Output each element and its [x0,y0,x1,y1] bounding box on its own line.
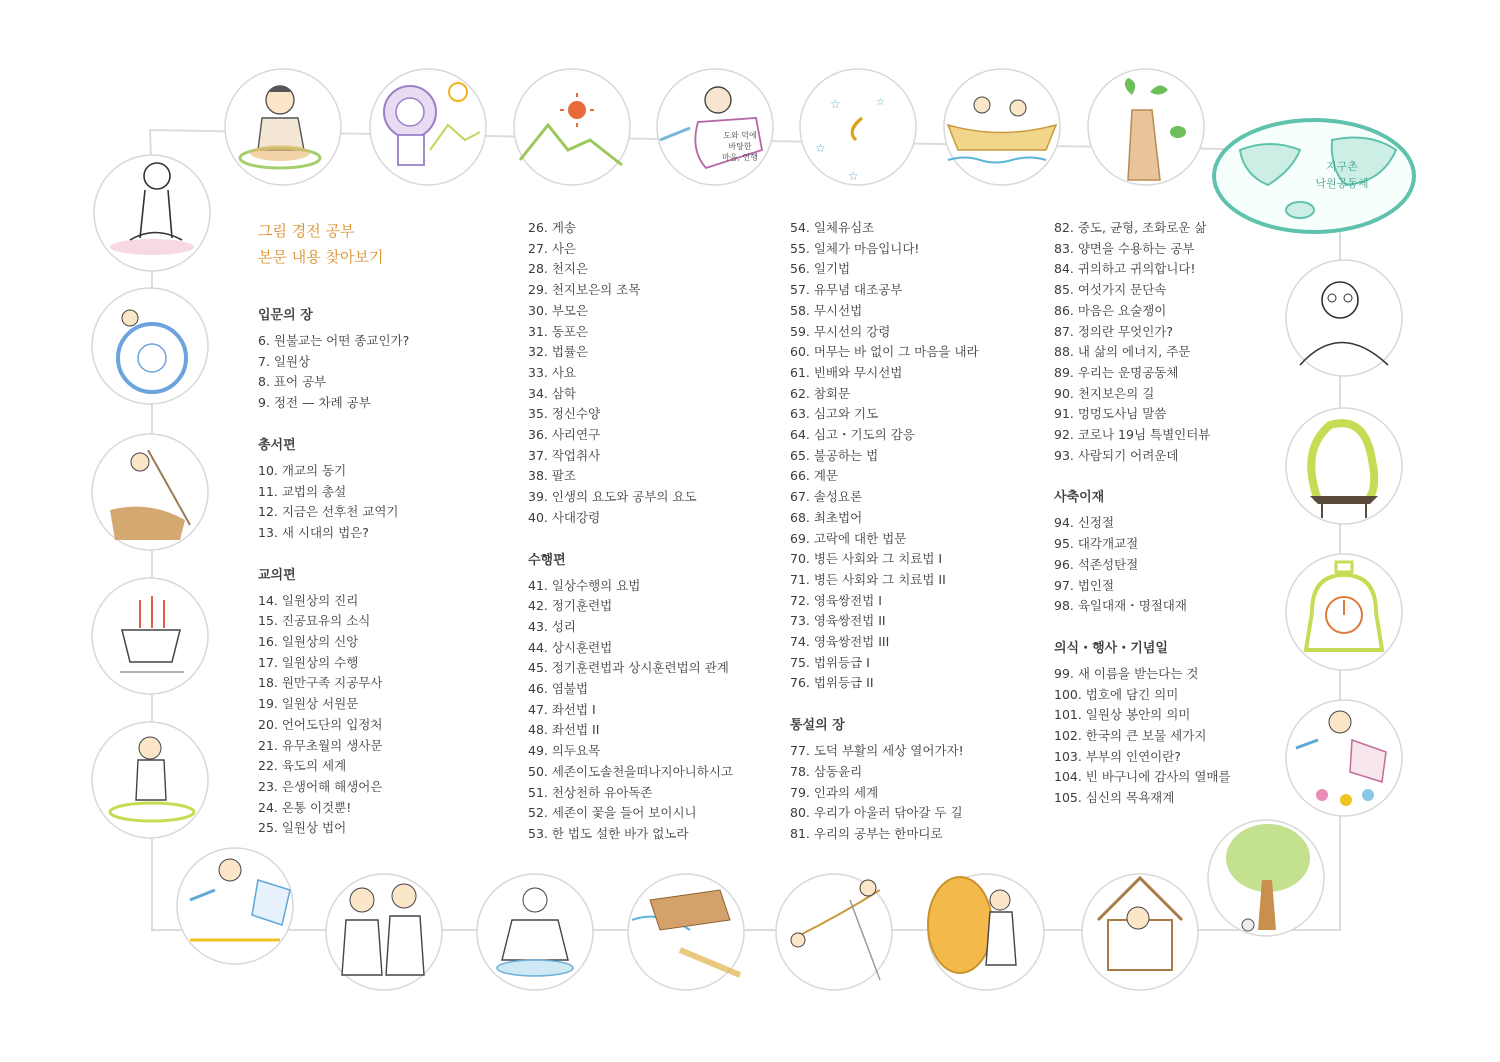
toc-entry: 38. 팔조 [528,468,577,484]
toc-column-1 [258,304,409,839]
toc-entry: 41. 일상수행의 요법 [528,577,641,593]
toc-entry: 28. 천지은 [528,261,589,277]
toc-entry: 89. 우리는 운명공동체 [1054,364,1179,380]
svg-text:☆: ☆ [830,97,841,111]
toc-entry: 19. 일원상 서원문 [258,696,359,712]
circle-boy-meditating [92,722,208,838]
toc-entry: 14. 일원상의 진리 [258,592,359,608]
toc-entry: 43. 성리 [528,618,577,634]
toc-entry: 73. 영육쌍전법 II [790,613,886,629]
toc-entry: 52. 세존이 꽃을 들어 보이시니 [528,805,697,821]
toc-column-2 [528,218,733,845]
title-line-1: 그림 경전 공부 [258,222,355,240]
toc-entry: 58. 무시선법 [790,302,863,318]
toc-entry: 6. 원불교는 어떤 종교인가? [258,333,410,348]
circle-old-man-portrait [1286,260,1402,376]
map-label-1: 지구촌 [1326,160,1358,173]
toc-entry: 99. 새 이름을 받는다는 것 [1054,665,1199,681]
toc-entry: 72. 영육쌍전법 I [790,592,882,608]
toc-entry: 45. 정기훈련법과 상시훈련법의 관계 [528,660,729,676]
toc-entry: 88. 내 삶의 에너지, 주문 [1054,344,1191,360]
toc-entry: 102. 한국의 큰 보물 세가지 [1054,728,1207,744]
toc-entry: 44. 상시훈련법 [528,639,613,655]
toc-entry: 62. 참회문 [790,385,851,401]
circle-house-boy [1082,874,1198,990]
title-line-2: 본문 내용 찾아보기 [258,248,384,266]
toc-entry: 49. 의두요목 [528,743,601,759]
banner-text-2: 바탕한 [728,142,752,151]
section-title: 수행편 [528,552,566,568]
circle-watering-flowers [1286,700,1402,816]
circle-world-map [1214,120,1414,232]
toc-entry: 79. 인과의 세계 [790,784,879,800]
toc-entry: 90. 천지보은의 길 [1054,385,1155,401]
toc-entry: 9. 정전 — 차례 공부 [258,395,371,411]
map-label-2: 낙원공동체 [1315,177,1369,190]
toc-entry: 23. 은생어해 해생어은 [258,778,383,794]
toc-entry: 85. 여섯가지 문단속 [1054,282,1167,298]
toc-entry: 87. 정의란 무엇인가? [1054,323,1173,339]
toc-entry: 74. 영육쌍전법 III [790,634,890,650]
circle-watering-banner [657,69,773,185]
section-title: 통설의 장 [790,718,845,734]
toc-entry: 39. 인생의 요도와 공부의 요도 [528,489,697,505]
toc-entry: 30. 부모은 [528,302,589,318]
toc-entry: 69. 고락에 대한 법문 [790,530,907,546]
toc-entry: 71. 병든 사회와 그 치료법 II [790,571,946,587]
toc-entry: 63. 심고와 기도 [790,406,879,422]
section-title: 교의편 [258,567,296,583]
toc-entry: 104. 빈 바구니에 감사의 열매를 [1054,769,1231,785]
toc-entry: 32. 법률은 [528,344,589,360]
circle-fisherman [628,874,744,990]
toc-entry: 31. 동포은 [528,323,589,339]
toc-entry: 59. 무시선의 강령 [790,323,891,339]
toc-entry: 98. 육일대재・명절대재 [1054,598,1187,614]
banner-text-3: 마음, 언행 [722,153,758,162]
toc-entry: 77. 도덕 부활의 세상 열어가자! [790,743,964,759]
toc-entry: 40. 사대강령 [528,509,601,525]
circle-pavilion [1286,408,1402,524]
circle-incense-burner [92,578,208,694]
section-title: 의식・행사・기념일 [1054,640,1168,656]
circle-meditating-figure [94,155,210,271]
toc-entry: 54. 일체유심조 [790,220,875,235]
toc-entry: 105. 심신의 목욕재계 [1054,790,1175,806]
toc-entry: 91. 멍멍도사님 말씀 [1054,406,1167,422]
toc-entry: 67. 솔성요론 [790,489,863,505]
circle-tree-dog [1208,820,1324,936]
toc-entry: 22. 육도의 세계 [258,758,347,774]
toc-entry: 78. 삼동윤리 [790,763,863,779]
toc-entry: 75. 법위등급 I [790,654,870,670]
svg-text:☆: ☆ [876,97,885,108]
toc-entry: 95. 대각개교절 [1054,536,1139,552]
circle-climbing-rope [776,874,892,990]
toc-entry: 13. 새 시대의 법은? [258,524,369,540]
toc-entry: 94. 신정절 [1054,515,1115,531]
circle-couple [326,874,442,990]
toc-entry: 83. 양면을 수용하는 공부 [1054,240,1195,256]
toc-entry: 64. 심고・기도의 감응 [790,427,915,443]
toc-entry: 60. 머무는 바 없이 그 마음을 내라 [790,344,979,360]
toc-entry: 53. 한 법도 설한 바가 없노라 [528,825,689,841]
section-title: 입문의 장 [258,308,313,323]
toc-entry: 35. 정신수양 [528,406,601,422]
toc-entry: 33. 사요 [528,364,577,380]
toc-entry: 42. 정기훈련법 [528,598,613,614]
circle-tree-stump [1088,69,1204,185]
toc-entry: 25. 일원상 법어 [258,820,347,836]
toc-entry: 81. 우리의 공부는 한마디로 [790,825,943,841]
toc-entry: 86. 마음은 요술쟁이 [1054,302,1167,318]
toc-entry: 65. 불공하는 법 [790,447,879,463]
circle-moon-stars [800,69,916,185]
toc-entry: 36. 사리연구 [528,427,601,443]
toc-entry: 76. 법위등급 II [790,675,874,691]
toc-entry: 61. 빈배와 무시선법 [790,364,903,380]
svg-text:☆: ☆ [848,169,859,183]
toc-entry: 82. 중도, 균형, 조화로운 삶 [1054,220,1207,235]
toc-entry: 97. 법인절 [1054,577,1115,593]
toc-entry: 11. 교법의 총설 [258,483,347,499]
section-title: 총서편 [258,437,296,453]
toc-entry: 93. 사람되기 어려운데 [1054,447,1179,463]
toc-entry: 92. 코로나 19님 특별인터뷰 [1054,427,1211,443]
toc-entry: 55. 일체가 마음입니다! [790,240,920,256]
toc-entry: 48. 좌선법 II [528,722,600,738]
toc-entry: 57. 유무념 대조공부 [790,282,903,298]
page-title [258,218,383,270]
toc-entry: 70. 병든 사회와 그 치료법 I [790,551,943,567]
toc-entry: 20. 언어도단의 입정처 [258,716,383,732]
svg-text:☆: ☆ [815,141,826,155]
toc-entry: 66. 계문 [790,468,839,484]
circle-mountain-sun [514,69,630,185]
toc-entry: 10. 개교의 동기 [258,462,347,478]
toc-column-4 [1054,218,1231,809]
section-title: 사축이재 [1054,490,1105,506]
circle-stopwatch [1286,554,1402,670]
circle-egg-figure [928,874,1044,990]
toc-entry: 16. 일원상의 신앙 [258,634,359,650]
toc-entry: 46. 염불법 [528,681,589,697]
toc-entry: 8. 표어 공부 [258,374,327,390]
banner-text-1: 도와 덕에 [723,131,757,140]
toc-column-3 [790,218,979,845]
circle-watering-bottom [177,848,293,964]
toc-entry: 101. 일원상 봉안의 의미 [1054,707,1191,723]
toc-entry: 12. 지금은 선후천 교역기 [258,504,399,520]
toc-entry: 47. 좌선법 I [528,701,596,717]
toc-entry: 37. 작업취사 [528,447,601,463]
circle-woman-on-cushion [225,69,341,185]
toc-entry: 27. 사은 [528,240,577,256]
toc-entry: 15. 진공묘유의 소식 [258,613,371,629]
toc-entry: 34. 삼학 [528,385,577,401]
toc-entry: 17. 일원상의 수행 [258,654,359,670]
toc-entry: 51. 천상천하 유아독존 [528,784,653,800]
toc-entry: 26. 게송 [528,220,577,235]
toc-entry: 29. 천지보은의 조목 [528,282,641,298]
toc-entry: 84. 귀의하고 귀의합니다! [1054,261,1196,277]
toc-entry: 68. 최초법어 [790,509,863,525]
toc-entry: 100. 법호에 담긴 의미 [1054,686,1179,702]
toc-entry: 96. 석존성탄절 [1054,556,1139,572]
toc-entry: 7. 일원상 [258,353,311,369]
toc-entry: 21. 유무초월의 생사문 [258,737,383,753]
toc-entry: 24. 온통 이것뿐! [258,799,352,815]
circle-buddha [477,874,593,990]
circle-sweeping-leaves [92,434,208,550]
circle-child-with-wheel [92,288,208,404]
circle-lion-sun [370,69,486,185]
toc-entry: 50. 세존이도솔천을떠나지아니하시고 [528,763,733,779]
toc-entry: 80. 우리가 아울러 닦아갈 두 길 [790,805,963,821]
toc-entry: 103. 부부의 인연이란? [1054,748,1181,764]
circle-people-in-boat [944,69,1060,185]
toc-entry: 56. 일기법 [790,261,851,277]
toc-entry: 18. 원만구족 지공무사 [258,675,383,691]
